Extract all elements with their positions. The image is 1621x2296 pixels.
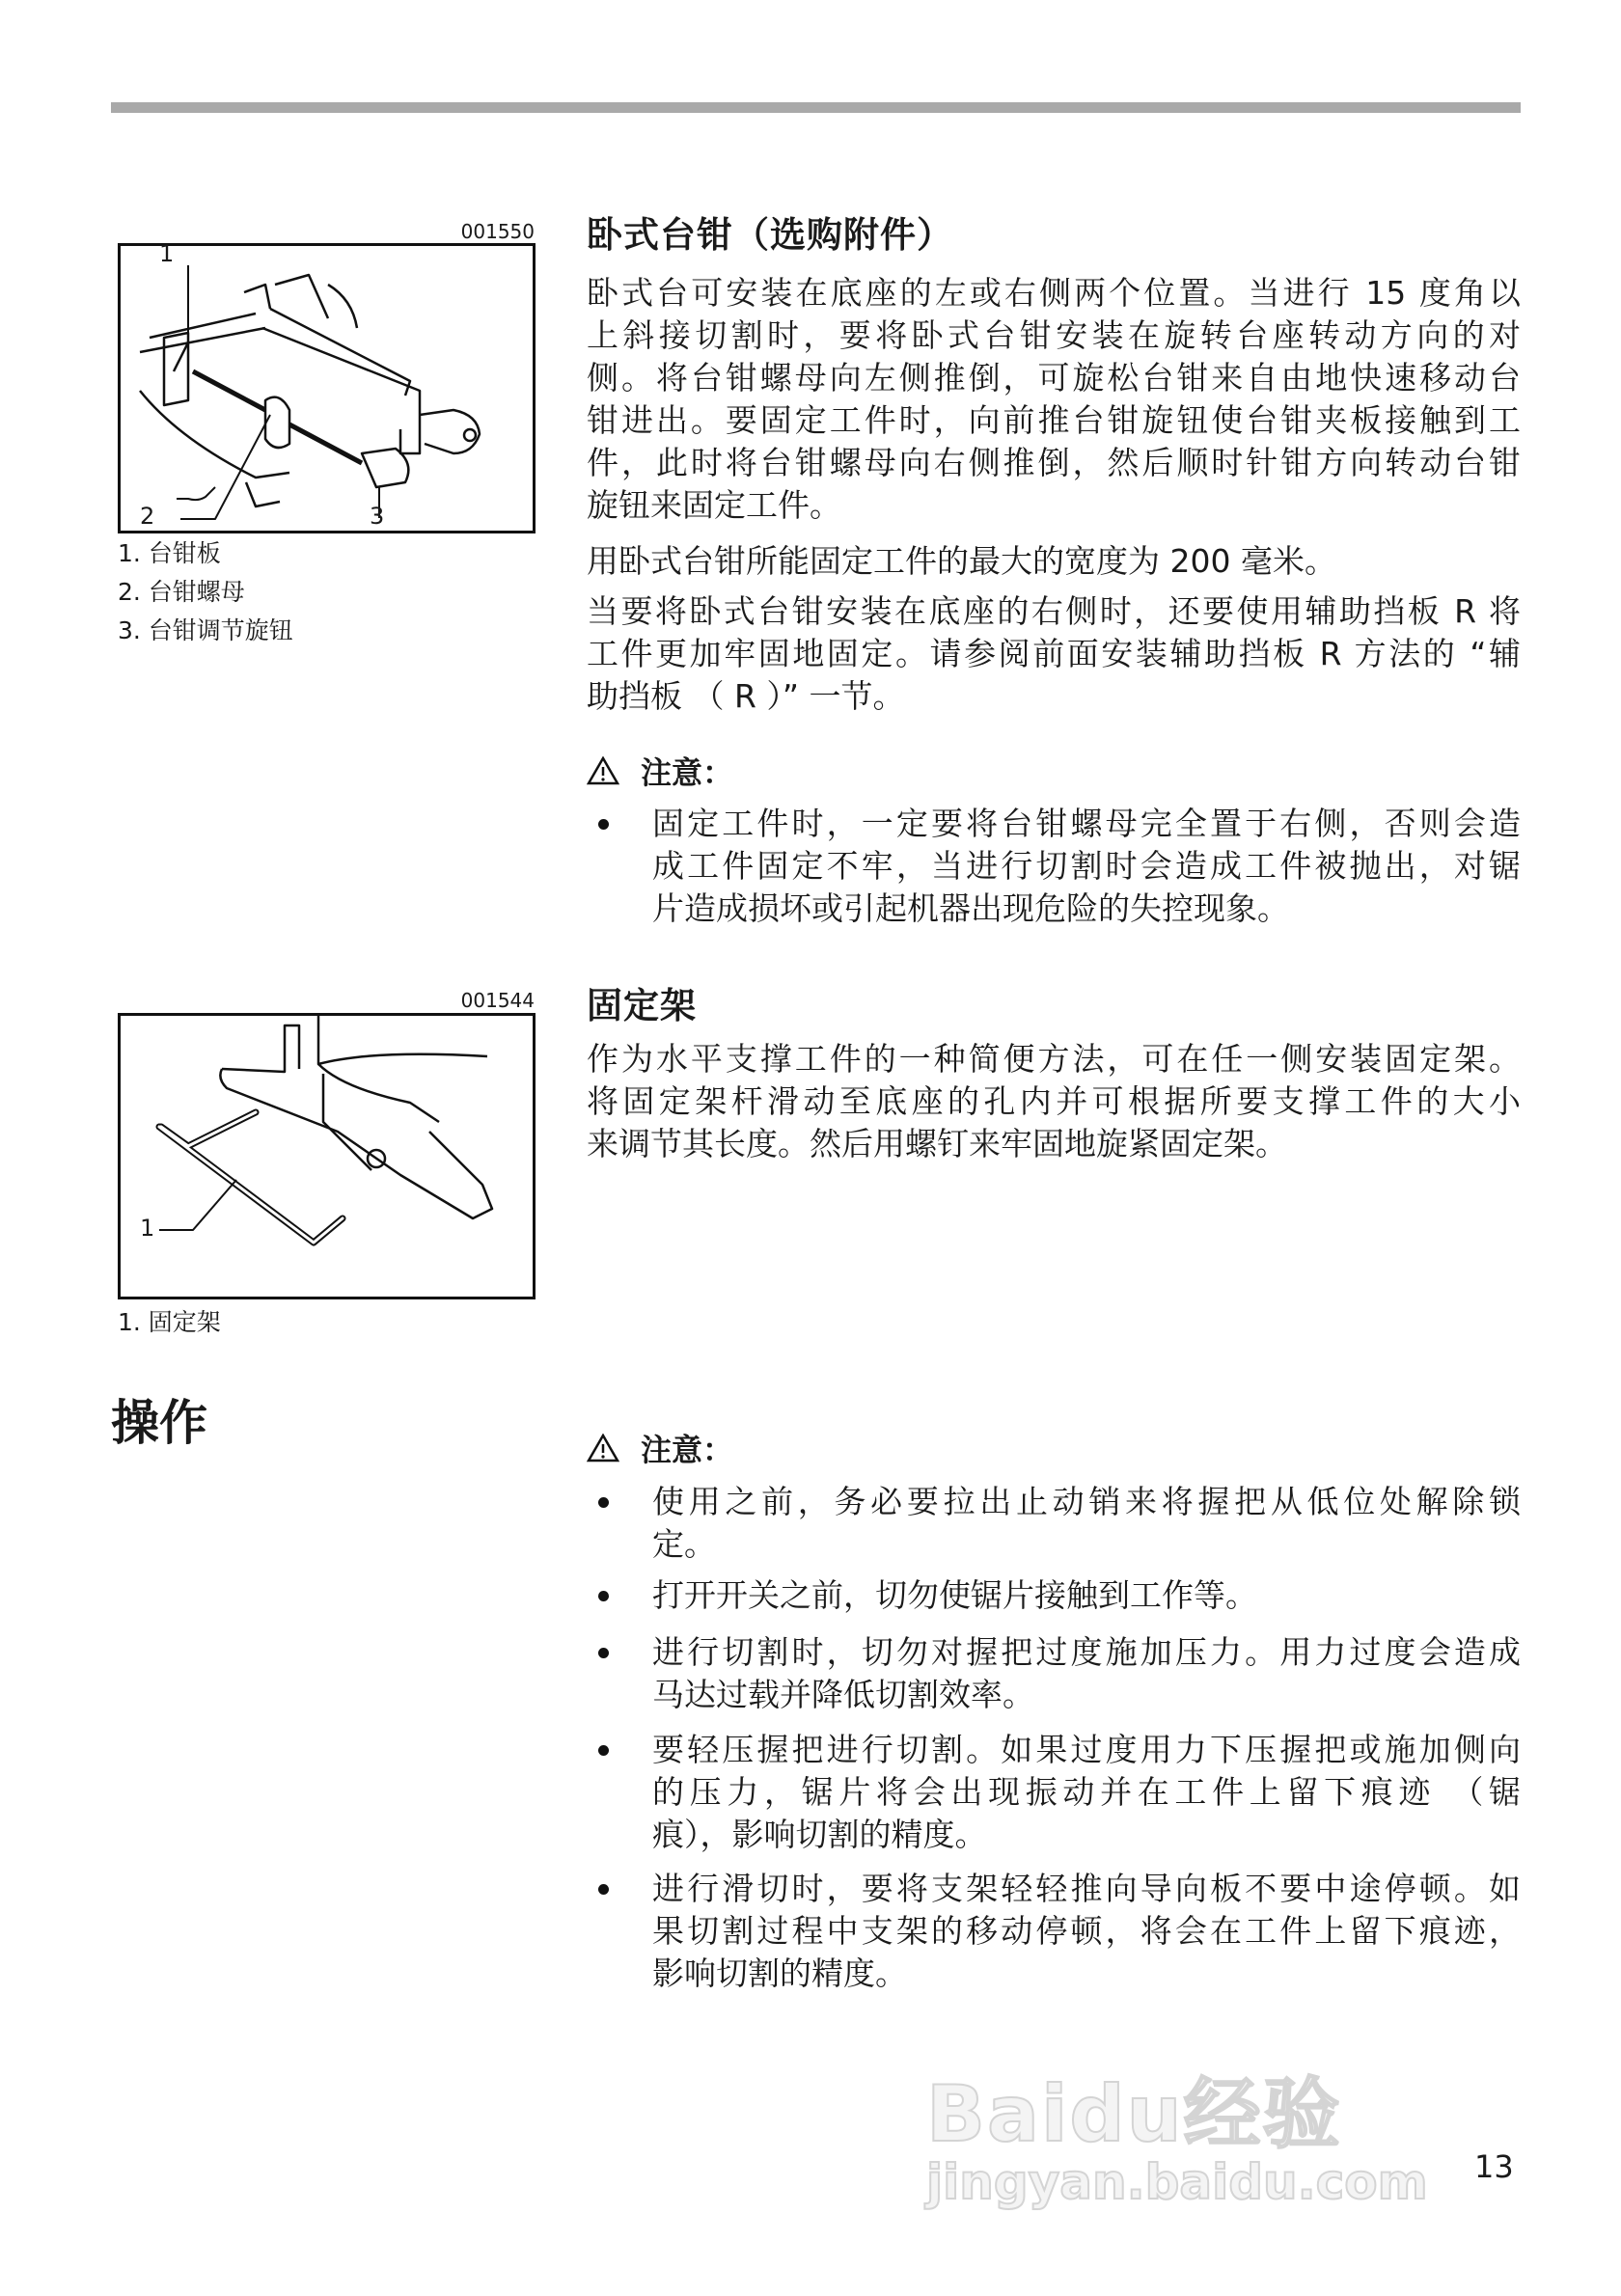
text-line: 助挡板 （ R ）” 一节。 xyxy=(587,677,905,715)
figure-vise-illustration xyxy=(118,240,536,533)
figure-number: 001550 xyxy=(460,220,535,243)
caution-label: 注意： xyxy=(641,754,734,791)
section-heading-horizontal-vise: 卧式台钳（选购附件） xyxy=(587,214,953,256)
text-line: 马达过载并降低切割效率。 xyxy=(652,1676,1034,1713)
warning-triangle-icon xyxy=(587,756,619,785)
bullet-icon xyxy=(598,1884,609,1895)
text-line: 当要将卧式台钳安装在底座的右侧时，还要使用辅助挡板 R 将 xyxy=(587,592,1521,630)
caution-item-text xyxy=(652,1868,1521,1995)
figure-caption: 1. 台钳板 xyxy=(118,539,221,567)
bullet-icon xyxy=(598,1497,609,1508)
header-rule xyxy=(111,102,1521,113)
text-line: 上斜接切割时，要将卧式台钳安装在旋转台座转动方向的对 xyxy=(587,316,1521,354)
warning-triangle-icon xyxy=(587,1434,619,1462)
text-line: 成工件固定不牢，当进行切割时会造成工件被抛出，对锯 xyxy=(652,847,1521,885)
text-line: 果切割过程中支架的移动停顿，将会在工件上留下痕迹， xyxy=(652,1912,1521,1950)
text-line: 痕），影响切割的精度。 xyxy=(652,1816,987,1853)
text-line: 影响切割的精度。 xyxy=(652,1954,907,1992)
callout-3: 3 xyxy=(370,503,385,530)
text-line: 来调节其长度。然后用螺钉来牢固地旋紧固定架。 xyxy=(587,1125,1287,1162)
caution-item-text xyxy=(652,803,1521,930)
caution-heading xyxy=(587,750,733,792)
figure-caption: 3. 台钳调节旋钮 xyxy=(118,616,293,644)
text-line: 旋钮来固定工件。 xyxy=(587,486,841,524)
paragraph xyxy=(587,540,1521,583)
caution-item-text xyxy=(652,1729,1521,1856)
figure-caption: 2. 台钳螺母 xyxy=(118,578,245,606)
figure-holder-illustration xyxy=(118,1013,536,1299)
text-line: 定。 xyxy=(652,1525,716,1563)
caution-heading xyxy=(587,1427,733,1469)
text-line: 侧。将台钳螺母向左侧推倒，可旋松台钳来自由地快速移动台 xyxy=(587,359,1521,396)
figure-caption: 1. 固定架 xyxy=(118,1308,221,1336)
text-line: 进行滑切时，要将支架轻轻推向导向板不要中途停顿。如 xyxy=(652,1870,1521,1907)
bullet-icon xyxy=(598,1591,609,1601)
text-line: 固定工件时，一定要将台钳螺母完全置于右侧，否则会造 xyxy=(652,805,1521,842)
text-line: 进行切割时，切勿对握把过度施加压力。用力过度会造成 xyxy=(652,1633,1521,1671)
callout-2: 2 xyxy=(140,503,155,530)
paragraph xyxy=(587,272,1521,527)
text-line: 打开开关之前，切勿使锯片接触到工作等。 xyxy=(652,1576,1257,1614)
section-heading-holder: 固定架 xyxy=(587,985,697,1026)
text-line: 作为水平支撑工件的一种简便方法，可在任一侧安装固定架。 xyxy=(587,1040,1521,1078)
caution-item-text xyxy=(652,1631,1521,1716)
text-line: 钳进出。要固定工件时，向前推台钳旋钮使台钳夹板接触到工 xyxy=(587,401,1521,439)
text-line: 卧式台可安装在底座的左或右侧两个位置。当进行 15 度角以 xyxy=(587,274,1521,312)
bullet-icon xyxy=(598,1648,609,1658)
callout-1: 1 xyxy=(140,1215,155,1242)
baidu-watermark: Baidu经验 jingyan.baidu.com xyxy=(926,2069,1428,2210)
caution-item-text xyxy=(652,1574,1521,1617)
text-line: 件，此时将台钳螺母向右侧推倒，然后顺时针钳方向转动台钳 xyxy=(587,444,1521,481)
paragraph xyxy=(587,590,1521,718)
figure-number: 001544 xyxy=(460,989,535,1012)
paragraph xyxy=(587,1038,1521,1165)
bullet-icon xyxy=(598,819,609,830)
callout-1: 1 xyxy=(159,240,175,267)
caution-label: 注意： xyxy=(641,1432,734,1468)
text-line: 要轻压握把进行切割。如果过度用力下压握把或施加侧向 xyxy=(652,1731,1521,1768)
bullet-icon xyxy=(598,1745,609,1756)
page-number: 13 xyxy=(1474,2148,1514,2185)
text-line: 将固定架杆滑动至底座的孔内并可根据所要支撑工件的大小 xyxy=(587,1082,1521,1120)
caution-item-text xyxy=(652,1481,1521,1566)
section-heading-operation: 操作 xyxy=(111,1395,207,1451)
text-line: 用卧式台钳所能固定工件的最大的宽度为 200 毫米。 xyxy=(587,542,1336,580)
text-line: 的压力，锯片将会出现振动并在工件上留下痕迹 （锯 xyxy=(652,1773,1521,1811)
text-line: 使用之前，务必要拉出止动销来将握把从低位处解除锁 xyxy=(652,1483,1521,1520)
text-line: 工件更加牢固地固定。请参阅前面安装辅助挡板 R 方法的 “辅 xyxy=(587,635,1521,672)
text-line: 片造成损坏或引起机器出现危险的失控现象。 xyxy=(652,889,1289,927)
